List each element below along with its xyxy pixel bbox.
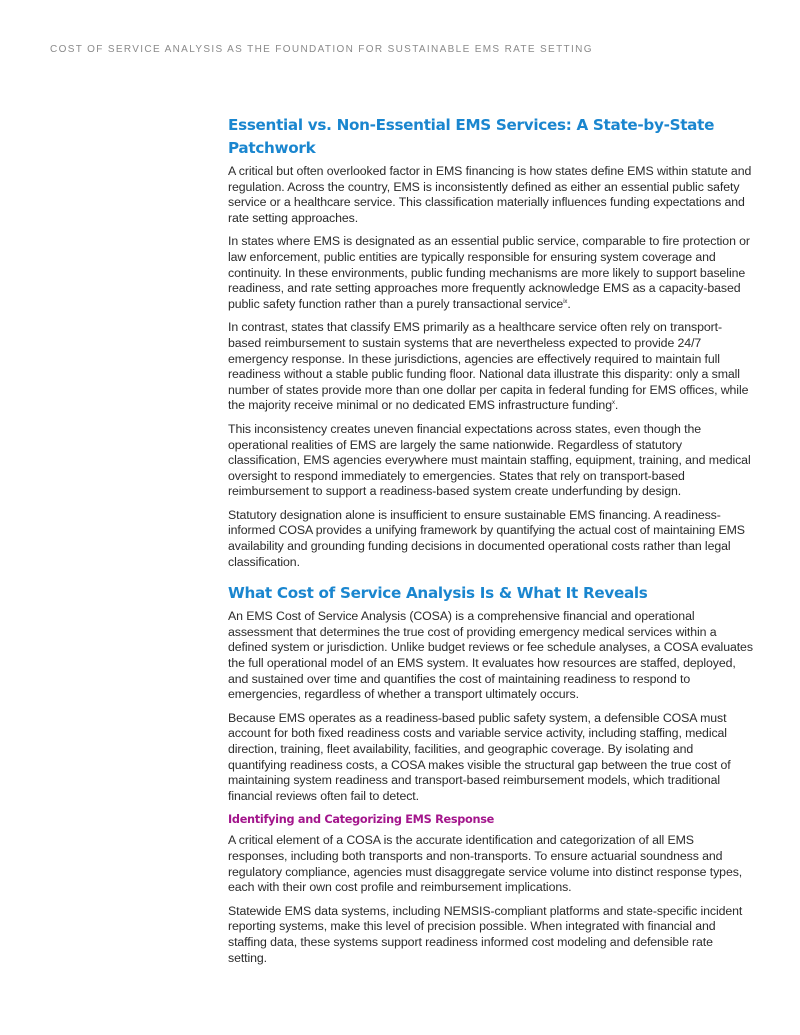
paragraph: A critical element of a COSA is the accurate identification and categorization of all EMS responses, including both transports and non-transports. To ensure actuarial soundness and regulatory compliance, agencies must disaggregate service volume into distinct response types, each with their own cost profile and reimbursement implications.	[228, 833, 743, 895]
paragraph: Statewide EMS data systems, including NEMSIS-compliant platforms and state-specific incident reporting systems, make this level of precision possible. When integrated with financial and staffing data, these systems support readiness informed cost modeling and defensible rate setting.	[228, 903, 743, 965]
paragraph: This inconsistency creates uneven financial expectations across states, even though the operational realities of EMS are largely the same nationwide. Regardless of statutory classification, EMS agencies everywhere must maintain staffing, equipment, training, and medical oversight to respond immediately to emergencies. States that rely on transport-based reimbursement to support a readiness-based system create underfunding by design.	[228, 421, 751, 499]
paragraph-end: .	[614, 398, 619, 413]
paragraph-with-footnote	[228, 234, 754, 312]
section-heading-essential-vs-non-essential: Essential vs. Non-Essential EMS Services: A State-by-State Patchwork	[228, 116, 715, 157]
paragraph: A critical but often overlooked factor in EMS financing is how states define EMS within statute and regulation. Across the country, EMS is inconsistently defined as either an essential public safety service or a healthcare service. This classification materially influences funding expectations and rate setting approaches.	[228, 164, 752, 225]
paragraph: Statutory designation alone is insufficient to ensure sustainable EMS financing. A readiness-informed COSA provides a unifying framework by quantifying the actual cost of maintaining EMS availability and grounding funding decisions in documented operational costs rather than legal classification.	[228, 507, 745, 569]
footnote-ref[interactable]: ix	[563, 298, 568, 305]
main-content	[228, 114, 754, 974]
paragraph-text: In contrast, states that classify EMS primarily as a healthcare service often rely on transport-based reimbursement to sustain systems that are nevertheless expected to provide 24/7 emergency response. In these jurisdictions, agencies are effectively required to maintain full readiness without a stable public funding floor. National data illustrate this disparity: only a small number of states provide more than one dollar per capita in federal funding for EMS offices, while the majority receive minimal or no dedicated EMS infrastructure funding	[228, 320, 749, 413]
paragraph: Because EMS operates as a readiness-based public safety system, a defensible COSA must account for both fixed readiness costs and variable service activity, including staffing, medical direction, training, fleet availability, facilities, and geographic coverage. By isolating and quantifying readiness costs, a COSA makes visible the structural gap between the true cost of maintaining system readiness and transport-based reimbursement models, which traditional financial reviews often fail to detect.	[228, 710, 731, 803]
paragraph-with-footnote	[228, 320, 754, 414]
running-header: COST OF SERVICE ANALYSIS AS THE FOUNDATION FOR SUSTAINABLE EMS RATE SETTING	[50, 44, 593, 55]
subsection-heading-identifying-ems-response: Identifying and Categorizing EMS Response	[228, 813, 495, 827]
paragraph-end: .	[567, 296, 571, 311]
section-heading-what-cosa-is: What Cost of Service Analysis Is & What It Reveals	[228, 584, 648, 603]
footnote-ref[interactable]: x	[611, 400, 615, 407]
paragraph: An EMS Cost of Service Analysis (COSA) is a comprehensive financial and operational assessment that determines the true cost of providing emergency medical services within a defined system or jurisdiction. Unlike budget reviews or fee schedule analyses, a COSA evaluates the full operational model of an EMS system. It evaluates how resources are staffed, deployed, and sustained over time and quantifies the cost of maintaining readiness to respond to emergencies, regardless of whether a transport ultimately occurs.	[228, 609, 753, 702]
paragraph-text: In states where EMS is designated as an essential public service, comparable to fire protection or law enforcement, public entities are typically responsible for ensuring system coverage and continuity. In these environments, public funding mechanisms are more likely to support baseline readiness, and rate setting approaches more frequently acknowledge EMS as a capacity-based public safety function rather than a purely transactional service	[228, 234, 750, 311]
